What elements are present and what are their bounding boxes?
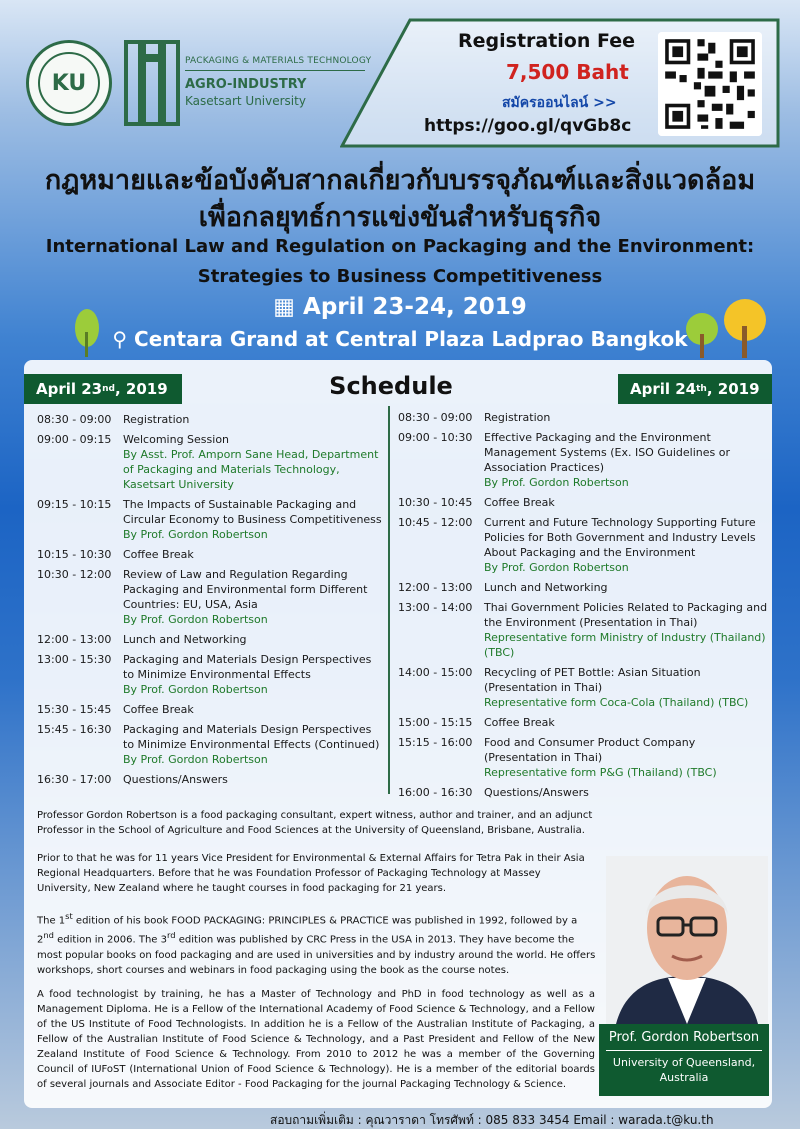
session-details — [484, 430, 768, 490]
bio-p3-sup: rd — [167, 930, 176, 941]
session-title: Lunch and Networking — [484, 581, 608, 594]
bio-paragraph-2: Prior to that he was for 11 years Vice President for Environmental & External Affairs for Tetra Pak in their Asia Regional Headquarters. Before that he was Foundation Professor of Packaging Technology at Massey University, New Zealand where he taught courses in food packaging for 21 years. — [37, 853, 585, 894]
day2-label: April 24 — [630, 380, 697, 398]
event-date — [0, 294, 800, 320]
session-speaker: By Prof. Gordon Robertson — [123, 613, 268, 626]
session-speaker: Representative form P&G (Thailand) (TBC) — [484, 766, 717, 779]
session-details — [484, 715, 768, 730]
session-speaker: By Prof. Gordon Robertson — [484, 476, 629, 489]
session-time: 16:30 - 17:00 — [37, 773, 112, 786]
thai-title-line1: กฎหมายและข้อบังคับสากลเกี่ยวกับบรรจุภัณฑ์และสิ่งแวดล้อม — [44, 165, 756, 196]
day2-sup: th — [696, 384, 707, 394]
register-online-link[interactable]: สมัครออนไลน์ >> — [502, 95, 617, 111]
session-details — [123, 432, 382, 492]
dept-name-line1: PACKAGING & MATERIALS TECHNOLOGY — [185, 56, 372, 66]
session-title: Questions/Answers — [484, 786, 589, 799]
session-details — [484, 495, 768, 510]
event-venue-text: Centara Grand at Central Plaza Ladprao Bangkok — [134, 327, 688, 351]
speaker-photo — [606, 856, 768, 1024]
session-title: Lunch and Networking — [123, 633, 247, 646]
speaker-card-divider — [606, 1050, 762, 1051]
session-time: 15:45 - 16:30 — [37, 723, 112, 736]
session-time: 15:00 - 15:15 — [398, 716, 473, 729]
bio-paragraph-4: A food technologist by training, he has a Master of Technology and PhD in food technology as well as a Management Diploma. He is a Fellow of the International Academy of Food Science & Technology, and a Fellow of the US Institute of Food Technologists. In addition he is a Fellow of the Australian Institute of Packaging, a Fellow of the Australian Institute of Food Science & Technology, and a Past President and Fellow of the New Zealand Institute of Food Science & Technology. From 2010 to 2012 he was a member of the Governing Council of IUFoST (International Union of Food Science & Technology). He is a member of the editorial boards of several journals and Associate Editor - Food Packaging for the journal Packaging Technology & Science. — [37, 989, 595, 1090]
day1-year: , 2019 — [114, 380, 168, 398]
session-time: 15:30 - 15:45 — [37, 703, 112, 716]
session-title: Registration — [484, 411, 551, 424]
day1-schedule — [37, 412, 382, 792]
seal-inner: KU — [38, 52, 100, 114]
session-details — [123, 632, 382, 647]
schedule-title: Schedule — [329, 372, 453, 400]
session-title: Registration — [123, 413, 190, 426]
session-time: 09:00 - 10:30 — [398, 431, 473, 444]
session-title: Coffee Break — [123, 703, 194, 716]
schedule-row — [37, 722, 382, 767]
session-details — [484, 785, 768, 800]
session-time: 12:00 - 13:00 — [398, 581, 473, 594]
session-title: Food and Consumer Product Company (Presentation in Thai) — [484, 736, 696, 764]
schedule-row — [398, 735, 768, 780]
tree-icon — [720, 298, 770, 358]
session-details — [123, 497, 382, 542]
thai-title-line2: เพื่อกลยุทธ์การแข่งขันสำหรับธุรกิจ — [198, 202, 602, 233]
schedule-row — [37, 632, 382, 647]
bio-p3-sup: st — [65, 911, 73, 921]
day2-schedule — [398, 410, 768, 805]
tree-icon — [684, 312, 720, 358]
session-details — [123, 547, 382, 562]
session-title: The Impacts of Sustainable Packaging and Circular Economy to Business Competitiveness — [123, 498, 382, 526]
session-time: 10:15 - 10:30 — [37, 548, 112, 561]
session-speaker: Representative form Ministry of Industry (Thailand) (TBC) — [484, 631, 766, 659]
speaker-name: Prof. Gordon Robertson — [608, 1030, 760, 1045]
session-details — [484, 600, 768, 660]
schedule-row — [37, 497, 382, 542]
session-time: 14:00 - 15:00 — [398, 666, 473, 679]
session-time: 09:15 - 10:15 — [37, 498, 112, 511]
department-logo-icon — [124, 40, 180, 126]
schedule-row — [398, 495, 768, 510]
session-speaker: By Prof. Gordon Robertson — [123, 683, 268, 696]
session-details — [484, 515, 768, 575]
session-details — [123, 652, 382, 697]
day1-label: April 23 — [36, 380, 103, 398]
schedule-row — [398, 410, 768, 425]
session-title: Packaging and Materials Design Perspectives to Minimize Environmental Effects — [123, 653, 372, 681]
session-details — [484, 665, 768, 710]
bio-p3-text: edition in 2006. The 3 — [53, 934, 167, 946]
session-title: Welcoming Session — [123, 433, 230, 446]
session-speaker: By Prof. Gordon Robertson — [123, 528, 268, 541]
session-details — [123, 722, 382, 767]
session-details — [123, 412, 382, 427]
session-time: 13:00 - 14:00 — [398, 601, 473, 614]
session-details — [484, 410, 768, 425]
bio-paragraph-3 — [37, 909, 597, 978]
session-time: 15:15 - 16:00 — [398, 736, 473, 749]
session-details — [123, 702, 382, 717]
session-time: 08:30 - 09:00 — [398, 411, 473, 424]
contact-info: สอบถามเพิ่มเติม : คุณวาราดา โทรศัพท์ : 085 833 3454 Email : warada.t@ku.th — [270, 1113, 714, 1127]
schedule-row — [37, 772, 382, 787]
schedule-row — [398, 665, 768, 710]
session-title: Effective Packaging and the Environment Management Systems (Ex. ISO Guidelines or Association Practices) — [484, 431, 730, 474]
session-title: Review of Law and Regulation Regarding Packaging and Environmental form Different Countries: EU, USA, Asia — [123, 568, 368, 611]
session-time: 13:00 - 15:30 — [37, 653, 112, 666]
calendar-icon: ▦ — [273, 294, 295, 320]
dept-name-line3: Kasetsart University — [185, 94, 306, 108]
registration-box — [340, 18, 780, 148]
session-title: Coffee Break — [484, 716, 555, 729]
location-pin-icon: ⚲ — [112, 327, 128, 351]
session-title: Packaging and Materials Design Perspectives to Minimize Environmental Effects (Continued) — [123, 723, 380, 751]
registration-url-link[interactable]: https://goo.gl/qvGb8c — [424, 116, 632, 136]
session-time: 10:30 - 10:45 — [398, 496, 473, 509]
bio-p3-text: edition of his book FOOD PACKAGING: PRINCIPLES & PRACTICE was published in 1992, followed by a 2 — [37, 915, 578, 946]
schedule-row — [37, 412, 382, 427]
session-time: 09:00 - 09:15 — [37, 433, 112, 446]
session-time: 16:00 - 16:30 — [398, 786, 473, 799]
session-time: 10:45 - 12:00 — [398, 516, 473, 529]
day1-sup: nd — [102, 384, 115, 394]
registration-title: Registration Fee — [458, 30, 635, 52]
session-title: Questions/Answers — [123, 773, 228, 786]
speaker-card — [599, 1024, 769, 1096]
bio-paragraph-1: Professor Gordon Robertson is a food packaging consultant, expert witness, author and trainer, and an adjunct Professor in the School of Agriculture and Food Sciences at the University of Queensland, Brisbane, Australia. — [37, 810, 593, 836]
bio-p3-text: The 1 — [37, 915, 66, 927]
speaker-affiliation: University of Queensland, Australia — [612, 1056, 756, 1084]
schedule-row — [398, 515, 768, 575]
dept-name-line2: AGRO-INDUSTRY — [185, 77, 307, 92]
schedule-row — [398, 430, 768, 490]
event-date-text: April 23-24, 2019 — [303, 294, 527, 320]
day2-year: , 2019 — [706, 380, 760, 398]
session-time: 10:30 - 12:00 — [37, 568, 112, 581]
session-speaker: By Prof. Gordon Robertson — [123, 753, 268, 766]
kasetsart-university-seal — [26, 40, 112, 126]
session-speaker: By Asst. Prof. Amporn Sane Head, Department of Packaging and Materials Technology, Kasetsart University — [123, 448, 379, 491]
schedule-row — [37, 432, 382, 492]
schedule-row — [37, 547, 382, 562]
qr-code-icon[interactable] — [658, 32, 762, 136]
session-title: Recycling of PET Bottle: Asian Situation (Presentation in Thai) — [484, 666, 701, 694]
bio-p3-sup: nd — [43, 930, 54, 941]
dept-divider — [185, 70, 365, 71]
session-time: 12:00 - 13:00 — [37, 633, 112, 646]
english-title-line1: International Law and Regulation on Packaging and the Environment: — [45, 236, 755, 257]
schedule-row — [398, 715, 768, 730]
schedule-row — [398, 600, 768, 660]
session-details — [123, 567, 382, 627]
session-details — [484, 580, 768, 595]
schedule-row — [37, 652, 382, 697]
schedule-row — [398, 580, 768, 595]
session-title: Thai Government Policies Related to Packaging and the Environment (Presentation in Thai) — [484, 601, 768, 629]
session-details — [123, 772, 382, 787]
schedule-row — [37, 702, 382, 717]
session-title: Coffee Break — [484, 496, 555, 509]
schedule-divider — [388, 406, 390, 794]
session-time: 08:30 - 09:00 — [37, 413, 112, 426]
day2-tab — [618, 374, 772, 404]
registration-fee: 7,500 Baht — [506, 60, 629, 84]
bio-p3-text: edition was published by CRC Press in the USA in 2013. They have become the most popular books on food packaging and are used in universities and by industry around the world. He offers workshops, short courses and webinars in food packaging using the book as the course notes. — [37, 934, 596, 976]
session-title: Current and Future Technology Supporting Future Policies for Both Government and Industry Levels About Packaging and the Environment — [484, 516, 756, 559]
tree-icon — [72, 308, 102, 358]
session-title: Coffee Break — [123, 548, 194, 561]
schedule-row — [37, 567, 382, 627]
event-venue — [0, 327, 800, 351]
session-details — [484, 735, 768, 780]
schedule-row — [398, 785, 768, 800]
session-speaker: By Prof. Gordon Robertson — [484, 561, 629, 574]
session-speaker: Representative form Coca-Cola (Thailand) (TBC) — [484, 696, 749, 709]
english-title-line2: Strategies to Business Competitiveness — [197, 266, 603, 287]
